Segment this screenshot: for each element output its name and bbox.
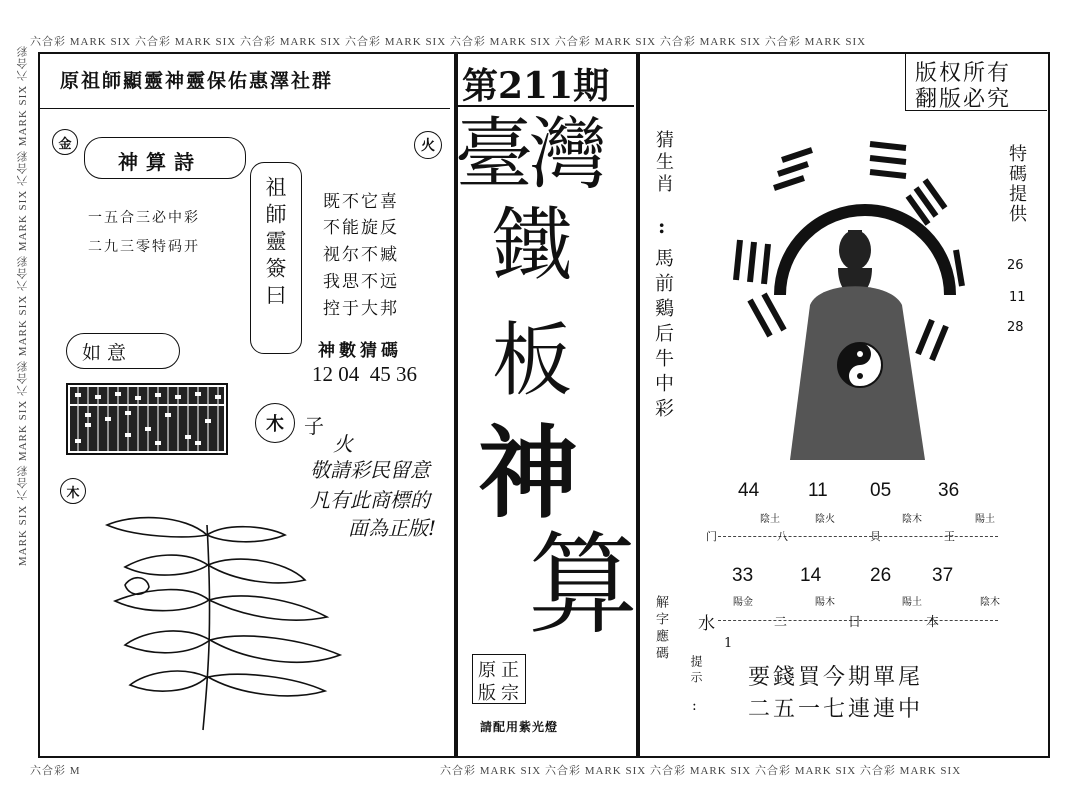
stamp-char-b: 正: [501, 660, 519, 681]
row2-mark-3: 日: [848, 615, 862, 630]
decode-label: 解字應碼: [653, 595, 668, 663]
row1-tag-1: 陰土: [760, 514, 780, 525]
title-taiwan: 臺灣: [455, 110, 604, 200]
row1-number-2: 11: [808, 480, 828, 501]
title-shen: 神: [478, 414, 578, 532]
zodiac-colon: :: [658, 214, 666, 238]
handwritten-fire: 火: [333, 432, 353, 456]
special-number-3: 28: [1007, 320, 1024, 335]
row1-underline: [718, 536, 998, 537]
issue-number: 第211期: [462, 65, 610, 107]
guess-numbers: 12 04 45 36: [312, 362, 417, 386]
abacus-image: [66, 383, 228, 455]
special-number-2: 11: [1009, 290, 1026, 305]
zodiac-answer: 馬前鷄后牛中彩: [652, 248, 674, 423]
wood-badge: 木: [255, 403, 295, 443]
row2-tag-4: 陰木: [980, 597, 1000, 608]
notice-line-3: 面為正版!: [348, 516, 437, 540]
left-header: 原祖師顯靈神靈保佑惠澤社群: [60, 70, 334, 92]
zushi-label: 祖師靈簽曰: [263, 176, 287, 311]
border-bottom-right-strip: 六合彩 MARK SIX 六合彩 MARK SIX 六合彩 MARK SIX 六合彩 MARK SIX 六合彩 MARK SIX: [440, 765, 962, 777]
row1-mark-1: 门: [706, 530, 717, 543]
poem-line-2: 二九三零特码开: [88, 239, 200, 255]
fire-badge: 火: [414, 131, 442, 159]
tip-line-1: 要錢買今期單尾: [748, 665, 924, 690]
row2-number-2: 14: [800, 565, 822, 586]
zi-label: 子: [304, 414, 324, 438]
row2-tag-3: 陽土: [902, 597, 922, 608]
zodiac-guess-label: 猜生肖: [653, 130, 674, 196]
title-suan: 算: [528, 521, 638, 649]
stamp-char-c: 版: [478, 683, 496, 704]
border-bottom-left-strip: 六合彩 M: [30, 765, 81, 777]
row2-tag-2: 陽木: [815, 597, 835, 608]
hint-label: 提示: [689, 655, 703, 687]
border-top-strip: 六合彩 MARK SIX 六合彩 MARK SIX 六合彩 MARK SIX 六合彩 MARK SIX 六合彩 MARK SIX 六合彩 MARK SIX 六合彩 MARK SIX 六合彩 MARK SIX: [30, 36, 867, 48]
wood-badge-2: 木: [60, 478, 86, 504]
mark-one: 1: [724, 636, 733, 651]
row1-mark-2: 八: [777, 530, 788, 543]
uv-light-footer: 請配用紫光燈: [480, 720, 559, 734]
notice-line-2: 凡有此商標的: [310, 488, 430, 512]
row2-mark-4: 本: [926, 615, 940, 630]
row2-mark-1: 水: [698, 614, 715, 634]
row1-tag-4: 陽土: [975, 514, 995, 525]
verse-line-1: 既不它喜: [323, 192, 399, 212]
row1-number-3: 05: [870, 480, 892, 501]
row1-tag-2: 陰火: [815, 514, 835, 525]
deity-bagua-image: [720, 130, 990, 470]
row1-mark-3: 貝: [870, 530, 881, 543]
title-tie: 鐵: [492, 199, 572, 292]
poem-line-1: 一五合三必中彩: [88, 210, 200, 226]
special-number-1: 26: [1007, 258, 1024, 273]
row2-number-4: 37: [932, 565, 954, 586]
gold-badge: 金: [52, 129, 78, 155]
copyright-line-1: 版权所有: [915, 61, 1012, 86]
stamp-char-a: 原: [478, 660, 496, 681]
issue-underline: [456, 105, 634, 107]
title-ban: 板: [492, 314, 572, 407]
row1-number-1: 44: [738, 480, 760, 501]
verse-line-5: 控于大邦: [323, 299, 399, 319]
guess-title: 神數猜碼: [318, 341, 402, 361]
row1-tag-3: 陰木: [902, 514, 922, 525]
verse-line-3: 视尔不臧: [323, 245, 399, 265]
row2-number-1: 33: [732, 565, 754, 586]
stamp-char-d: 宗: [501, 683, 519, 704]
poem-title: 神算詩: [118, 150, 202, 174]
hint-colon: :: [692, 698, 697, 714]
border-left-strip: MARK SIX 六合彩 MARK SIX 六合彩 MARK SIX 六合彩 MARK SIX 六合彩 MARK SIX 六合彩: [17, 45, 29, 567]
row1-mark-4: 王: [944, 530, 955, 543]
verse-line-2: 不能旋反: [323, 218, 399, 238]
ruyi-label: 如 意: [82, 342, 127, 364]
notice-line-1: 敬請彩民留意: [310, 458, 430, 482]
row2-tag-1: 陽金: [733, 597, 753, 608]
special-number-label: 特碼提供: [1006, 144, 1027, 224]
verse-line-4: 我思不远: [323, 272, 399, 292]
plant-drawing: [95, 505, 355, 735]
row2-number-3: 26: [870, 565, 892, 586]
header-underline: [38, 108, 450, 109]
tip-line-2: 二五一七連連中: [748, 697, 924, 722]
row2-mark-2: 二: [774, 615, 788, 630]
copyright-line-2: 翻版必究: [915, 87, 1012, 112]
row1-number-4: 36: [938, 480, 960, 501]
